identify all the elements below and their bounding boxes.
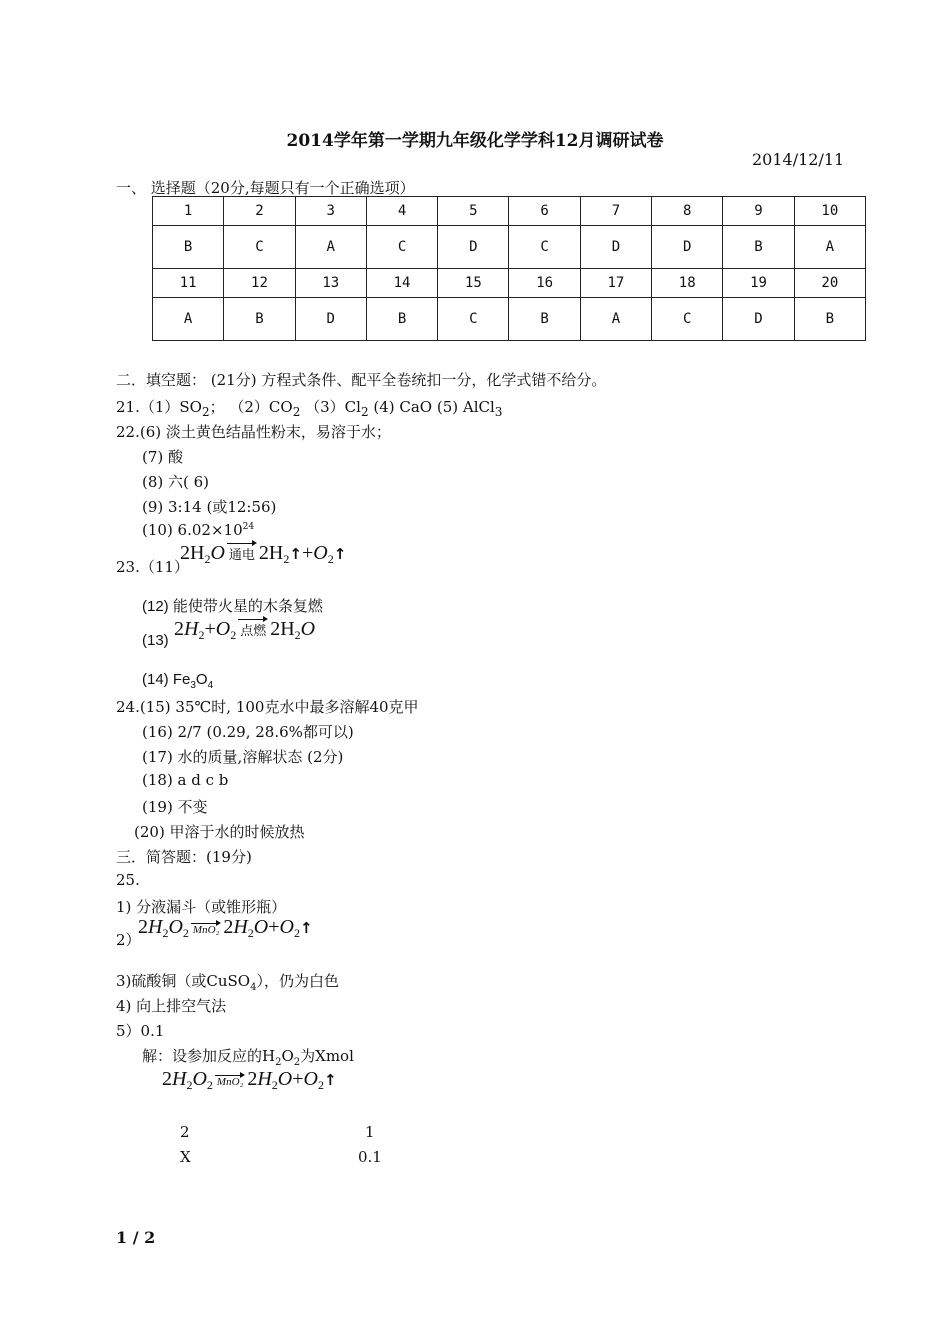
exam-date: 2014/12/11 bbox=[752, 150, 845, 169]
question-number-cell: 2 bbox=[224, 197, 295, 226]
page-number: 1 / 2 bbox=[116, 1228, 156, 1247]
q25-line-2: 2） bbox=[116, 931, 141, 949]
answer-cell: C bbox=[509, 226, 580, 269]
question-number-cell: 17 bbox=[580, 269, 651, 298]
question-number-cell: 20 bbox=[794, 269, 865, 298]
q24-line-17: (17) 水的质量,溶解状态 (2分) bbox=[142, 748, 344, 766]
ratio-unknown-peroxide: X bbox=[180, 1148, 191, 1166]
question-number-cell: 3 bbox=[295, 197, 366, 226]
answer-cell: C bbox=[652, 298, 723, 341]
condition-electricity: 通电 bbox=[227, 544, 257, 563]
q22-line-6: 22.(6) 淡土黄色结晶性粉末，易溶于水； bbox=[116, 423, 391, 441]
q24-line-15: 24.(15) 35℃时, 100克水中最多溶解40克甲 bbox=[116, 698, 419, 716]
question-number-cell: 11 bbox=[153, 269, 224, 298]
q23-line-12: (12) 能使带火星的木条复燃 bbox=[142, 598, 323, 615]
q21-line: $21.(1)SO_2$； $(2)CO_2$ $(3)Cl_2$ (4) CaO (5) AlCl$_3$ bbox=[116, 398, 503, 419]
answer-cell: B bbox=[723, 226, 794, 269]
gas-arrow-icon: ↑ bbox=[323, 1071, 337, 1089]
section-2-heading: 二．填空题： (21分) 方程式条件、配平全卷统扣一分，化学式错不给分。 bbox=[116, 371, 607, 389]
q23-line-14: (14) $Fe_3O_4$ bbox=[142, 671, 214, 691]
question-number-cell: 9 bbox=[723, 197, 794, 226]
question-number-cell: 16 bbox=[509, 269, 580, 298]
q25-line-1: 1) 分液漏斗（或锥形瓶） bbox=[116, 898, 287, 916]
q24-line-19: (19) 不变 bbox=[142, 798, 208, 816]
answer-cell: D bbox=[652, 226, 723, 269]
q23-prefix: 23.（11） bbox=[116, 558, 189, 576]
q23-prefix-13: (13) bbox=[142, 632, 169, 649]
q25-solution-setup: 解：设参加反应的$H_2O_2$为Xmol bbox=[142, 1047, 354, 1068]
question-number-cell: 18 bbox=[652, 269, 723, 298]
answer-cell: B bbox=[366, 298, 437, 341]
answer-cell: A bbox=[580, 298, 651, 341]
table-row-answers-2 bbox=[153, 298, 866, 341]
q24-line-20: (20) 甲溶于水的时候放热 bbox=[134, 823, 305, 841]
q24-line-16: (16) 2/7 (0.29, 28.6%都可以) bbox=[142, 723, 354, 741]
answer-cell: C bbox=[366, 226, 437, 269]
q25-line-4: 4) 向上排空气法 bbox=[116, 997, 227, 1015]
answer-cell: C bbox=[438, 298, 509, 341]
q24-line-18: (18) a d c b bbox=[142, 771, 229, 789]
gas-arrow-icon: ↑ bbox=[299, 919, 313, 937]
condition-catalyst: MnO₂ bbox=[192, 924, 220, 936]
question-number-cell: 5 bbox=[438, 197, 509, 226]
question-number-cell: 13 bbox=[295, 269, 366, 298]
answer-table bbox=[152, 196, 866, 341]
gas-arrow-icon: ↑ bbox=[333, 545, 347, 563]
question-number-cell: 14 bbox=[366, 269, 437, 298]
answer-cell: A bbox=[295, 226, 366, 269]
section-3-heading: 三．简答题：(19分) bbox=[116, 848, 252, 866]
question-number-cell: 12 bbox=[224, 269, 295, 298]
ratio-value-oxygen: 0.1 bbox=[358, 1148, 382, 1166]
answer-cell: D bbox=[438, 226, 509, 269]
equation-hydrogen-combustion: $2H_2+O_2$ 点燃 $2H_2O$ bbox=[174, 618, 316, 642]
question-number-cell: 6 bbox=[509, 197, 580, 226]
ratio-coeff-oxygen: 1 bbox=[365, 1123, 375, 1141]
answer-cell: D bbox=[580, 226, 651, 269]
question-number-cell: 1 bbox=[153, 197, 224, 226]
table-row-numbers-1 bbox=[153, 197, 866, 226]
q25-line-3: 3)硫酸铜（或CuSO$_4$），仍为白色 bbox=[116, 972, 339, 993]
q22-line-10: (10) $6.02\times 10^{24}$ bbox=[142, 521, 255, 539]
table-row-answers-1 bbox=[153, 226, 866, 269]
q25-line-5: 5）0.1 bbox=[116, 1022, 165, 1040]
q22-line-8: (8) 六( 6) bbox=[142, 473, 210, 491]
question-number-cell: 19 bbox=[723, 269, 794, 298]
question-number-cell: 8 bbox=[652, 197, 723, 226]
answer-cell: C bbox=[224, 226, 295, 269]
section-1-heading: 一、 选择题（20分,每题只有一个正确选项） bbox=[116, 179, 415, 197]
question-number-cell: 4 bbox=[366, 197, 437, 226]
question-number-cell: 15 bbox=[438, 269, 509, 298]
q25-number: 25. bbox=[116, 871, 140, 889]
equation-peroxide-decomposition-solution: $2H_2O_2$ MnO₂ $2H_2O+O_2↑$ bbox=[162, 1068, 337, 1092]
q22-line-9: (9) 3:14 (或12:56) bbox=[142, 498, 277, 516]
table-row-numbers-2 bbox=[153, 269, 866, 298]
equation-peroxide-decomposition: $2H_2O_2$ MnO₂ $2H_2O+O_2↑$ bbox=[138, 916, 313, 940]
gas-arrow-icon: ↑ bbox=[289, 545, 302, 563]
ratio-coeff-peroxide: 2 bbox=[180, 1123, 190, 1141]
answer-cell: A bbox=[153, 298, 224, 341]
condition-ignite: 点燃 bbox=[238, 620, 268, 639]
answer-cell: B bbox=[224, 298, 295, 341]
q22-line-7: (7) 酸 bbox=[142, 448, 184, 466]
equation-electrolysis-water: $2H_2O$ 通电 $2H_2↑+O_2↑$ bbox=[180, 542, 347, 566]
condition-catalyst: MnO₂ bbox=[216, 1076, 244, 1088]
answer-cell: B bbox=[153, 226, 224, 269]
answer-cell: D bbox=[723, 298, 794, 341]
answer-cell: A bbox=[794, 226, 865, 269]
question-number-cell: 7 bbox=[580, 197, 651, 226]
answer-cell: B bbox=[794, 298, 865, 341]
answer-cell: B bbox=[509, 298, 580, 341]
page-title: 2014学年第一学期九年级化学学科12月调研试卷 bbox=[286, 131, 664, 151]
question-number-cell: 10 bbox=[794, 197, 865, 226]
answer-cell: D bbox=[295, 298, 366, 341]
